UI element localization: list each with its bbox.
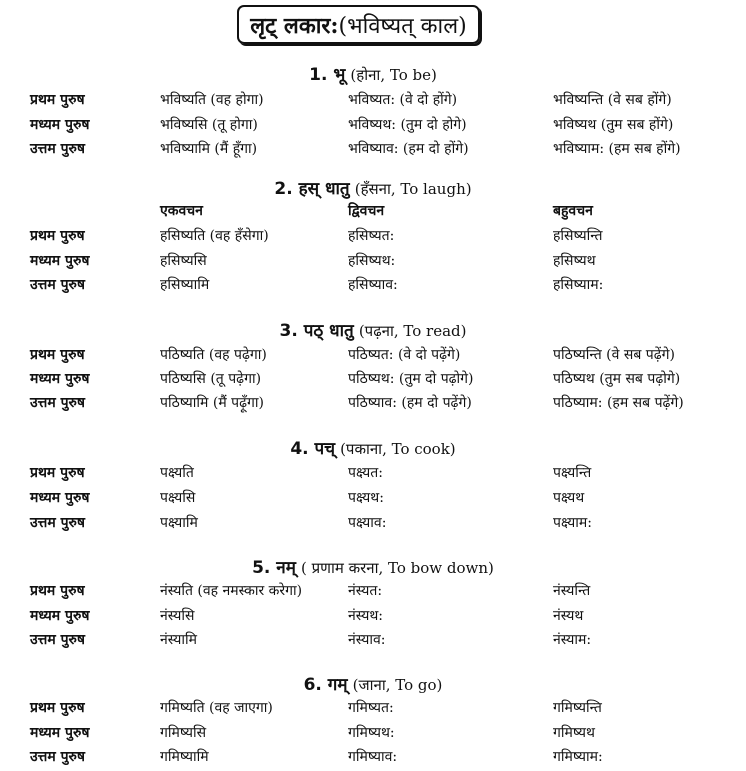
- dual-form: भविष्यत: (वे दो होंगे): [348, 92, 458, 108]
- header-singular: एकवचन: [160, 203, 203, 219]
- person-label: प्रथम पुरुष: [30, 465, 85, 481]
- person-label: उत्तम पुरुष: [30, 395, 86, 411]
- dual-form: गमिष्यथ:: [348, 725, 395, 741]
- person-label: मध्यम पुरुष: [30, 490, 90, 506]
- dual-form: पक्ष्यत:: [348, 465, 383, 481]
- singular-form: नंस्यामि: [160, 632, 197, 648]
- singular-form: पठिष्यामि (मैं पढ़ूँगा): [160, 395, 264, 411]
- singular-form: पठिष्यति (वह पढ़ेगा): [160, 347, 267, 363]
- singular-form: गमिष्यसि: [160, 725, 207, 741]
- table-row: [0, 251, 746, 275]
- singular-form: नंस्यति (वह नमस्कार करेगा): [160, 583, 303, 599]
- section-heading-1: 1. भू (होना, To be): [309, 65, 437, 85]
- singular-form: पक्ष्यामि: [160, 515, 198, 531]
- table-row: [0, 747, 746, 771]
- dual-form: हसिष्याव:: [348, 277, 398, 293]
- number-header-row: [0, 201, 746, 225]
- dual-form: पठिष्यत: (वे दो पढ़ेंगे): [348, 347, 461, 363]
- person-label: प्रथम पुरुष: [30, 583, 85, 599]
- table-row: [0, 275, 746, 299]
- table-row: [0, 581, 746, 605]
- table-row: [0, 630, 746, 654]
- table-row: [0, 115, 746, 139]
- singular-form: नंस्यसि: [160, 608, 195, 624]
- dual-form: गमिष्याव:: [348, 749, 398, 765]
- plural-form: गमिष्यन्ति: [553, 700, 602, 716]
- plural-form: गमिष्याम:: [553, 749, 603, 765]
- table-row: [0, 139, 746, 163]
- plural-form: नंस्यन्ति: [553, 583, 591, 599]
- singular-form: गमिष्यति (वह जाएगा): [160, 700, 273, 716]
- section-heading-3: 3. पठ् धातु (पढ़ना, To read): [279, 321, 467, 341]
- plural-form: भविष्यथ (तुम सब होंगे): [553, 117, 674, 133]
- person-label: प्रथम पुरुष: [30, 92, 85, 108]
- table-row: [0, 698, 746, 722]
- singular-form: भविष्यसि (तू होगा): [160, 117, 258, 133]
- plural-form: नंस्यथ: [553, 608, 584, 624]
- plural-form: हसिष्याम:: [553, 277, 604, 293]
- table-row: [0, 90, 746, 114]
- person-label: प्रथम पुरुष: [30, 228, 85, 244]
- table-row: [0, 606, 746, 630]
- header-dual: द्विवचन: [348, 203, 385, 219]
- table-row: [0, 463, 746, 487]
- table-row: [0, 345, 746, 369]
- table-row: [0, 488, 746, 512]
- dual-form: नंस्यथ:: [348, 608, 383, 624]
- dual-form: पक्ष्यथ:: [348, 490, 384, 506]
- plural-form: पक्ष्याम:: [553, 515, 593, 531]
- page-title: लृट् लकार:: [250, 12, 339, 39]
- singular-form: हसिष्यसि: [160, 253, 207, 269]
- singular-form: पक्ष्यति: [160, 465, 194, 481]
- plural-form: हसिष्यथ: [553, 253, 596, 269]
- person-label: प्रथम पुरुष: [30, 347, 85, 363]
- plural-form: गमिष्यथ: [553, 725, 595, 741]
- person-label: मध्यम पुरुष: [30, 608, 90, 624]
- page-subtitle: (भविष्यत् काल): [338, 13, 467, 39]
- person-label: मध्यम पुरुष: [30, 253, 90, 269]
- dual-form: नंस्यत:: [348, 583, 383, 599]
- dual-form: गमिष्यत:: [348, 700, 394, 716]
- singular-form: भविष्यति (वह होगा): [160, 92, 264, 108]
- table-row: [0, 393, 746, 417]
- table-row: [0, 723, 746, 747]
- dual-form: पठिष्यथ: (तुम दो पढ़ोगे): [348, 371, 474, 387]
- person-label: उत्तम पुरुष: [30, 277, 86, 293]
- person-label: मध्यम पुरुष: [30, 725, 90, 741]
- plural-form: पक्ष्यन्ति: [553, 465, 592, 481]
- dual-form: हसिष्यथ:: [348, 253, 396, 269]
- section-heading-5: 5. नम् ( प्रणाम करना, To bow down): [252, 558, 494, 578]
- person-label: मध्यम पुरुष: [30, 117, 90, 133]
- singular-form: भविष्यामि (मैं हूँगा): [160, 141, 258, 157]
- singular-form: हसिष्यति (वह हँसेगा): [160, 228, 269, 244]
- person-label: मध्यम पुरुष: [30, 371, 90, 387]
- singular-form: हसिष्यामि: [160, 277, 210, 293]
- plural-form: नंस्याम:: [553, 632, 592, 648]
- dual-form: नंस्याव:: [348, 632, 386, 648]
- dual-form: हसिष्यत:: [348, 228, 395, 244]
- section-heading-2: 2. हस् धातु (हँसना, To laugh): [274, 179, 472, 199]
- header-plural: बहुवचन: [553, 203, 593, 219]
- table-row: [0, 513, 746, 537]
- plural-form: हसिष्यन्ति: [553, 228, 603, 244]
- dual-form: पठिष्याव: (हम दो पढ़ेंगे): [348, 395, 472, 411]
- dual-form: पक्ष्याव:: [348, 515, 387, 531]
- singular-form: गमिष्यामि: [160, 749, 209, 765]
- plural-form: भविष्यन्ति (वे सब होंगे): [553, 92, 672, 108]
- person-label: प्रथम पुरुष: [30, 700, 85, 716]
- person-label: उत्तम पुरुष: [30, 141, 86, 157]
- person-label: उत्तम पुरुष: [30, 749, 86, 765]
- section-heading-6: 6. गम् (जाना, To go): [303, 675, 443, 695]
- person-label: उत्तम पुरुष: [30, 515, 86, 531]
- dual-form: भविष्याव: (हम दो होंगे): [348, 141, 469, 157]
- plural-form: भविष्याम: (हम सब होंगे): [553, 141, 681, 157]
- plural-form: पठिष्याम: (हम सब पढ़ेंगे): [553, 395, 684, 411]
- table-row: [0, 369, 746, 393]
- dual-form: भविष्यथ: (तुम दो होगे): [348, 117, 467, 133]
- person-label: उत्तम पुरुष: [30, 632, 86, 648]
- plural-form: पठिष्यथ (तुम सब पढ़ोगे): [553, 371, 681, 387]
- table-row: [0, 226, 746, 250]
- plural-form: पक्ष्यथ: [553, 490, 585, 506]
- page-title-box: [237, 5, 480, 44]
- plural-form: पठिष्यन्ति (वे सब पढ़ेंगे): [553, 347, 675, 363]
- singular-form: पठिष्यसि (तू पढ़ेगा): [160, 371, 262, 387]
- section-heading-4: 4. पच् (पकाना, To cook): [290, 439, 456, 459]
- singular-form: पक्ष्यसि: [160, 490, 196, 506]
